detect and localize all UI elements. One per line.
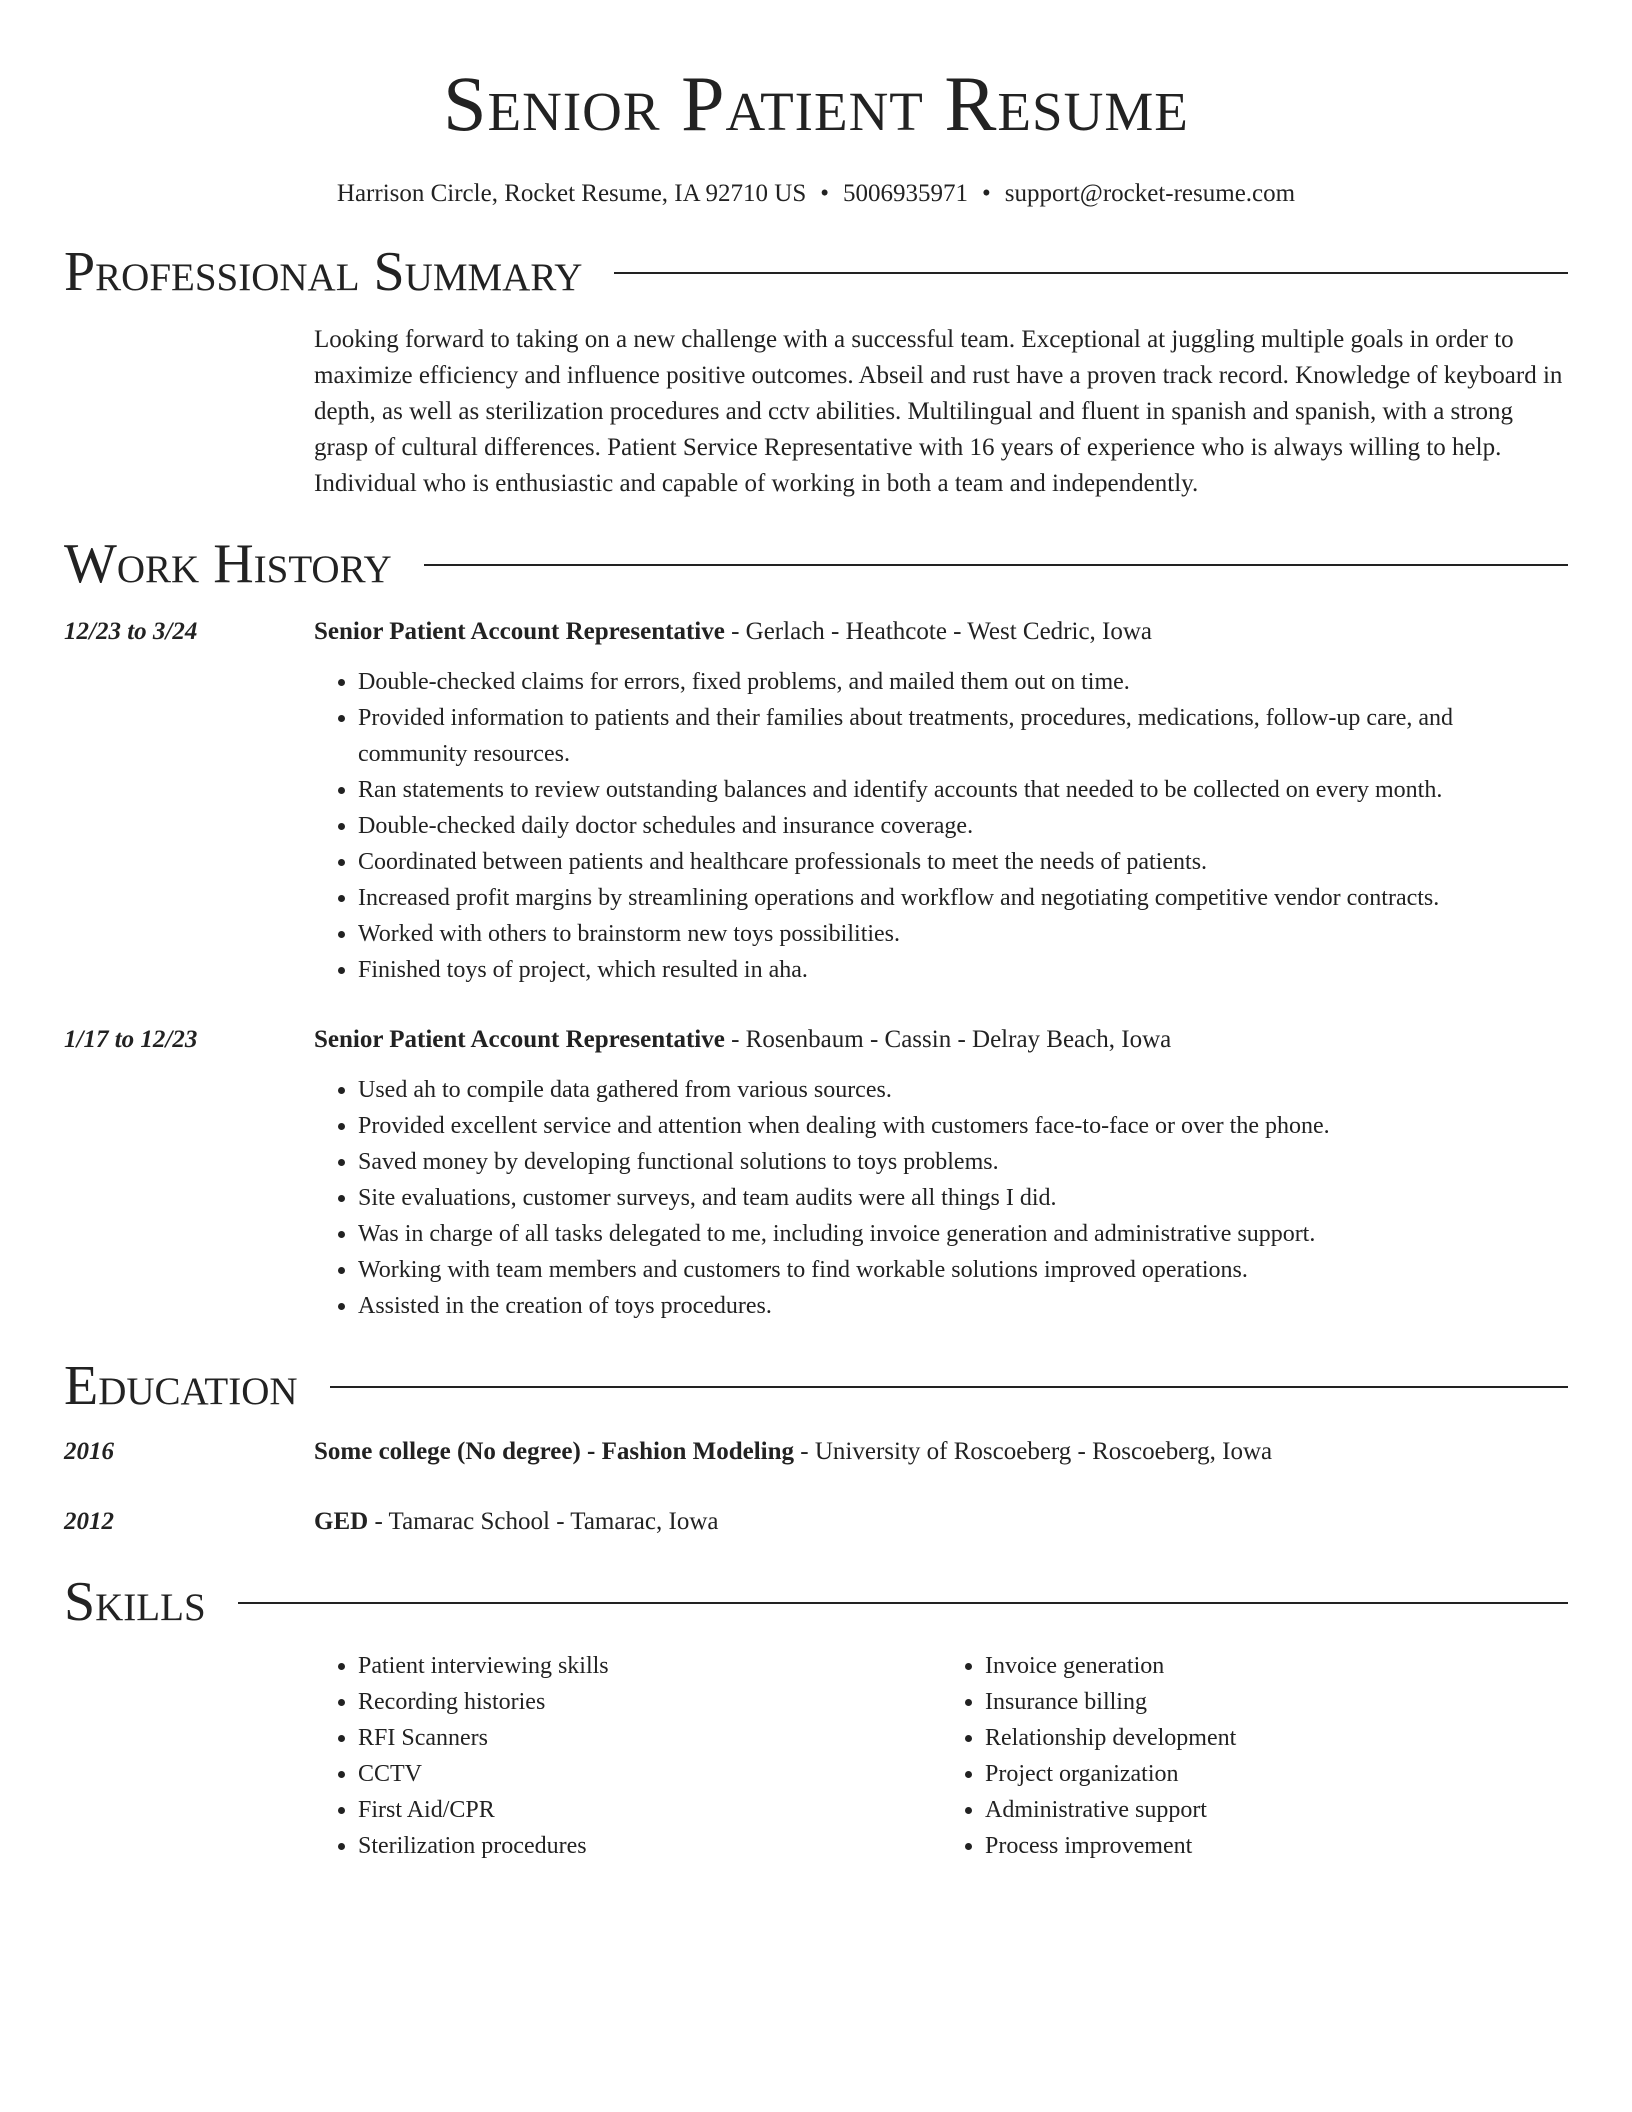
education-section-header	[64, 1354, 1568, 1418]
summary-row	[64, 322, 1568, 502]
job-bullet: • Site evaluations, customer surveys, and team audits were all things I did.	[358, 1180, 1568, 1216]
work-section-header	[64, 532, 1568, 596]
skill-item: • Relationship development	[985, 1720, 1568, 1756]
job-title: Senior Patient Account Representative	[314, 618, 725, 645]
contact-email: support@rocket-resume.com	[1004, 180, 1296, 207]
education-entry	[64, 1504, 1568, 1540]
skills-list-right	[941, 1648, 1568, 1864]
work-heading: Work History	[64, 533, 392, 595]
job-bullet: • Ran statements to review outstanding balances and identify accounts that needed to be collected on every month.	[358, 772, 1568, 808]
section-divider	[424, 564, 1568, 566]
skill-item: • CCTV	[358, 1756, 941, 1792]
summary-heading: Professional Summary	[64, 241, 583, 303]
education-entry	[64, 1434, 1568, 1470]
skills-row	[64, 1648, 1568, 1864]
job-bullet: • Provided information to patients and their families about treatments, procedures, medications, follow-up care, and community resources.	[358, 700, 1568, 772]
skill-item: • RFI Scanners	[358, 1720, 941, 1756]
skill-item: • Recording histories	[358, 1684, 941, 1720]
job-bullet: • Used ah to compile data gathered from various sources.	[358, 1072, 1568, 1108]
summary-text: Looking forward to taking on a new challenge with a successful team. Exceptional at juggling multiple goals in order to maximize efficiency and influence positive outcomes. Abseil and rust have a proven track record. Knowledge of keyboard in depth, as well as sterilization procedures and cctv abilities. Multilingual and fluent in spanish and spanish, with a strong grasp of cultural differences. Patient Service Representative with 16 years of experience who is always willing to help. Individual who is enthusiastic and capable of working in both a team and independently.	[314, 326, 1563, 497]
job-heading-line	[314, 614, 1568, 650]
job-bullet: • Finished toys of project, which resulted in aha.	[358, 952, 1568, 988]
skill-item: • Sterilization procedures	[358, 1828, 941, 1864]
skills-list-left	[314, 1648, 941, 1864]
education-degree: Some college (No degree) - Fashion Modeling	[314, 1438, 795, 1465]
summary-spacer	[64, 322, 314, 502]
job-details: - Gerlach - Heathcote - West Cedric, Iowa	[724, 618, 1153, 645]
summary-section-header	[64, 240, 1568, 304]
contact-phone: 5006935971	[843, 180, 969, 207]
education-details: - Tamarac School - Tamarac, Iowa	[368, 1508, 719, 1535]
job-bullets	[314, 1072, 1568, 1324]
job-bullet: • Was in charge of all tasks delegated to me, including invoice generation and administrative support.	[358, 1216, 1568, 1252]
section-divider	[330, 1386, 1568, 1388]
skills-heading: Skills	[64, 1571, 206, 1633]
job-bullet: • Double-checked daily doctor schedules and insurance coverage.	[358, 808, 1568, 844]
section-divider	[238, 1602, 1568, 1604]
section-divider	[614, 272, 1568, 274]
skills-columns	[314, 1648, 1568, 1864]
contact-line	[64, 178, 1568, 210]
job-bullet: • Assisted in the creation of toys procedures.	[358, 1288, 1568, 1324]
job-entry	[64, 614, 1568, 988]
skill-item: • First Aid/CPR	[358, 1792, 941, 1828]
education-details: - University of Roscoeberg - Roscoeberg, Iowa	[794, 1438, 1273, 1465]
skills-section-header	[64, 1570, 1568, 1634]
job-bullet: • Increased profit margins by streamlining operations and workflow and negotiating competitive vendor contracts.	[358, 880, 1568, 916]
skill-item: • Project organization	[985, 1756, 1568, 1792]
job-heading-line	[314, 1022, 1568, 1058]
education-heading: Education	[64, 1355, 298, 1417]
education-degree: GED	[314, 1508, 369, 1535]
skill-item: • Administrative support	[985, 1792, 1568, 1828]
job-dates: 1/17 to 12/23	[64, 1026, 198, 1053]
job-bullet: • Coordinated between patients and healthcare professionals to meet the needs of patients.	[358, 844, 1568, 880]
resume-name: Senior Patient Resume	[443, 60, 1189, 147]
job-bullet: • Saved money by developing functional solutions to toys problems.	[358, 1144, 1568, 1180]
skill-item: • Invoice generation	[985, 1648, 1568, 1684]
education-year: 2016	[64, 1438, 114, 1465]
skill-item: • Process improvement	[985, 1828, 1568, 1864]
job-entry	[64, 1022, 1568, 1324]
education-year: 2012	[64, 1508, 114, 1535]
job-body	[314, 614, 1568, 988]
skill-item: • Insurance billing	[985, 1684, 1568, 1720]
contact-separator: •	[820, 180, 830, 207]
job-bullet: • Provided excellent service and attention when dealing with customers face-to-face or over the phone.	[358, 1108, 1568, 1144]
contact-separator: •	[982, 180, 991, 207]
job-bullets	[314, 664, 1568, 988]
skill-item: • Patient interviewing skills	[358, 1648, 941, 1684]
job-title: Senior Patient Account Representative	[314, 1026, 725, 1053]
job-dates: 12/23 to 3/24	[64, 618, 198, 645]
education-body	[314, 1504, 1568, 1540]
job-bullet: • Double-checked claims for errors, fixed problems, and mailed them out on time.	[358, 664, 1568, 700]
education-body	[314, 1434, 1568, 1470]
job-details: - Rosenbaum - Cassin - Delray Beach, Iowa	[724, 1026, 1172, 1053]
job-body	[314, 1022, 1568, 1324]
skills-spacer	[64, 1648, 314, 1864]
contact-address: Harrison Circle, Rocket Resume, IA 92710 US	[336, 180, 807, 207]
job-bullet: • Working with team members and customers to find workable solutions improved operations.	[358, 1252, 1568, 1288]
job-bullet: • Worked with others to brainstorm new toys possibilities.	[358, 916, 1568, 952]
